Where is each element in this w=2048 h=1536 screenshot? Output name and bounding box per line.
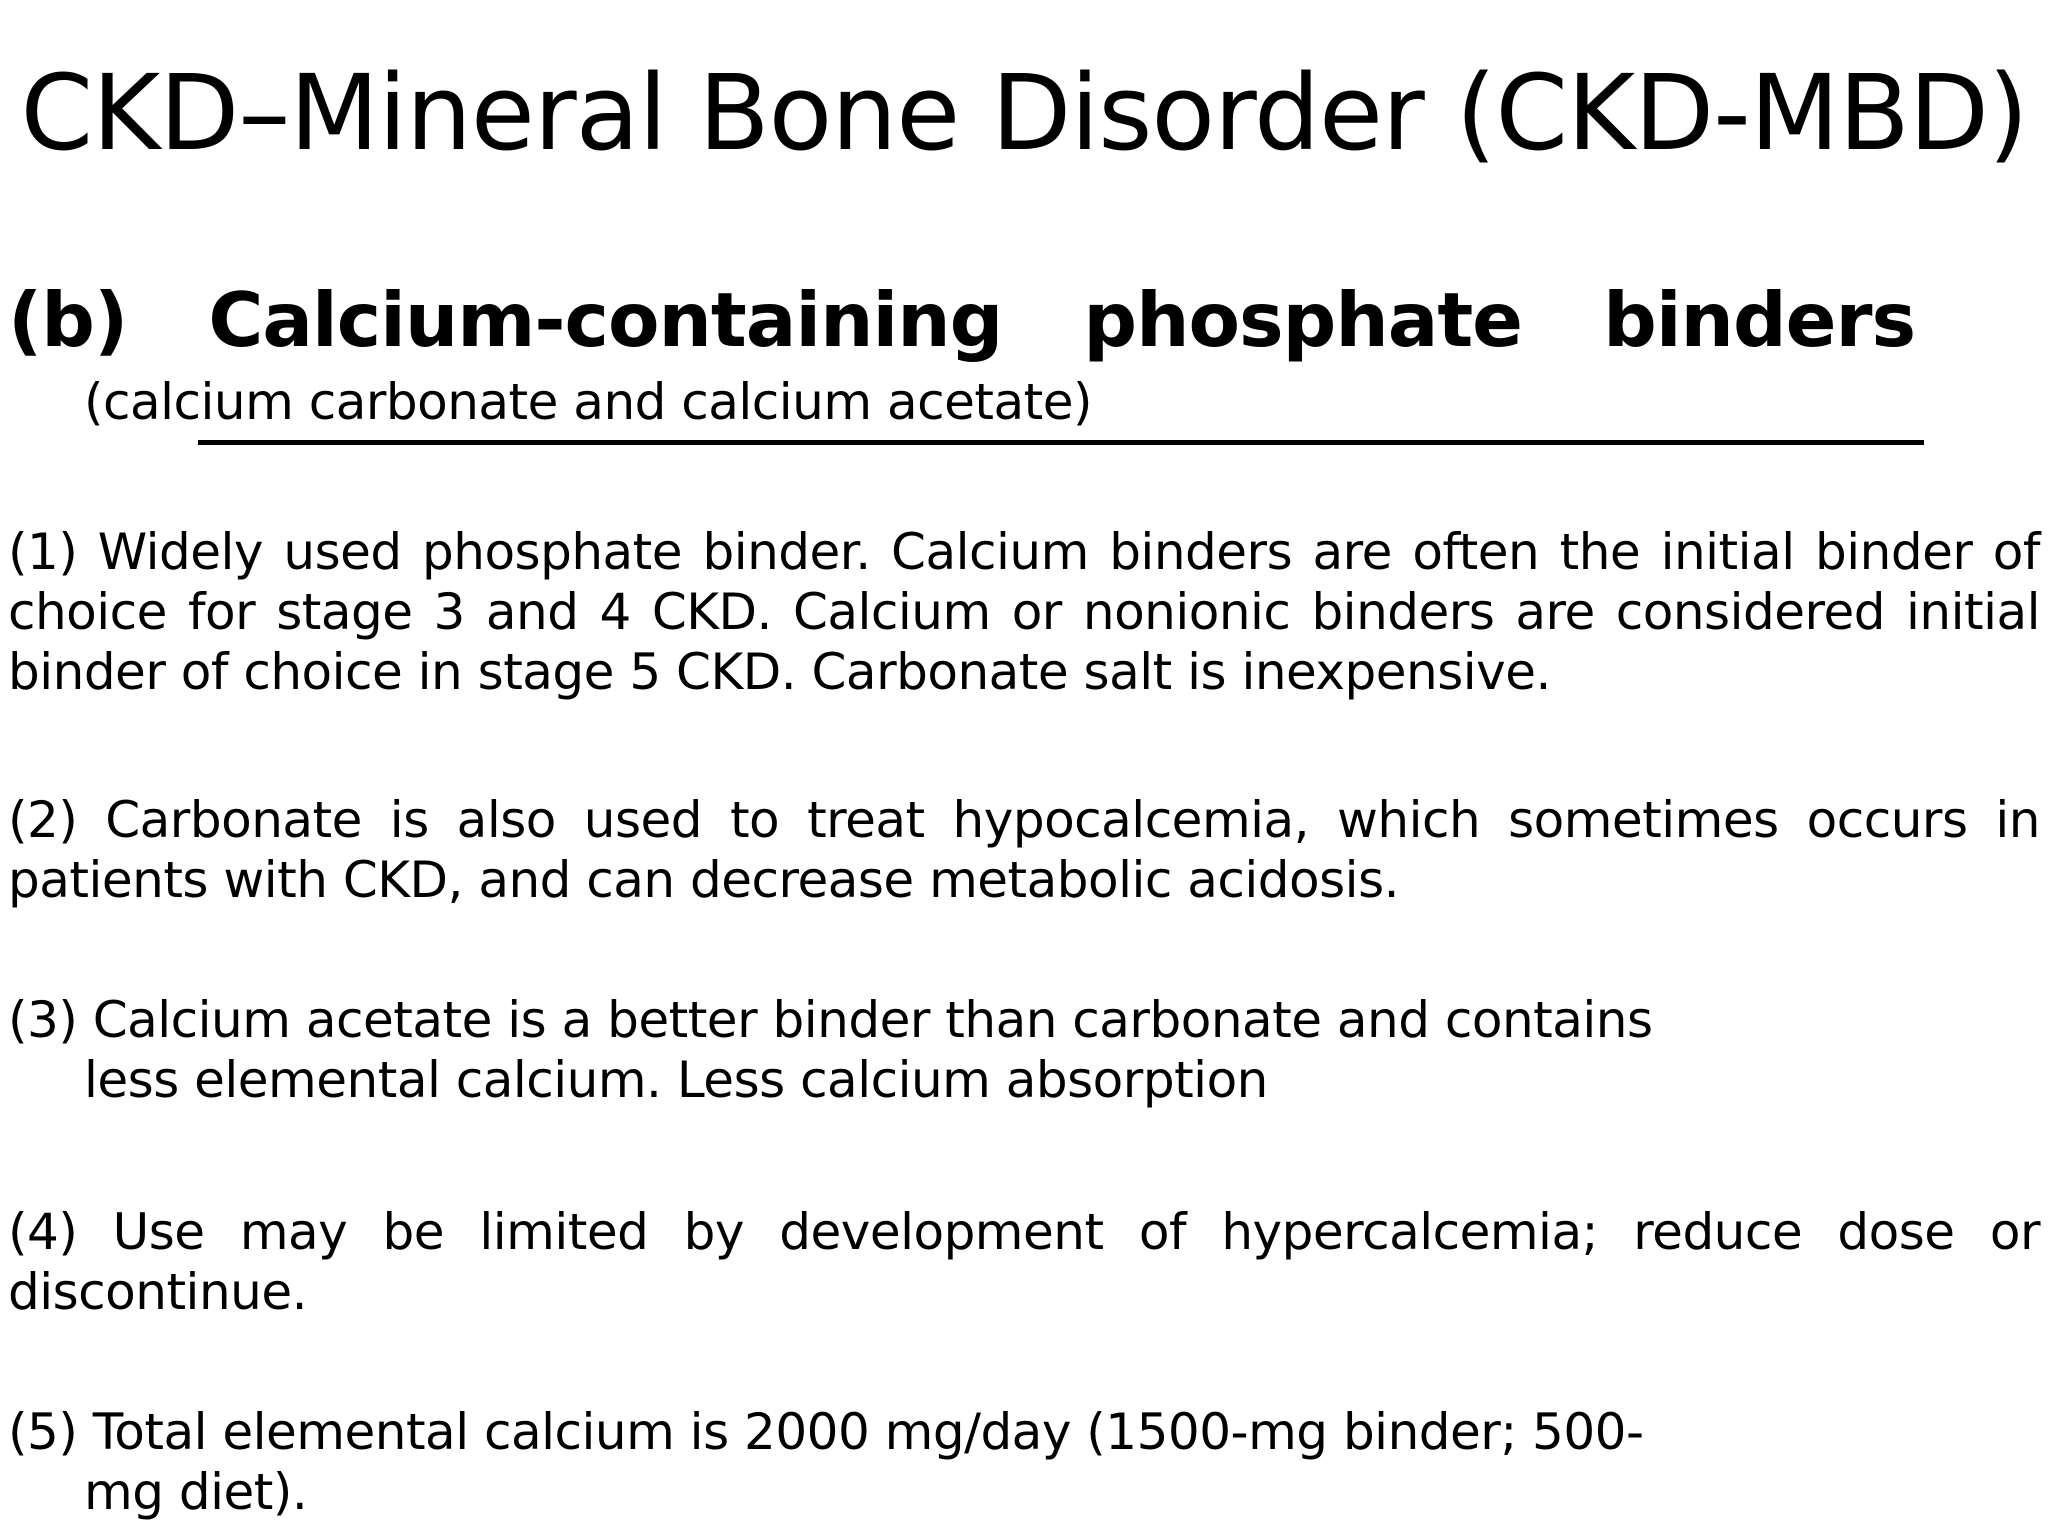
heading-underline-divider [198, 440, 1924, 445]
point-3-line-2: less elemental calcium. Less calcium absorption [84, 1051, 1268, 1109]
point-3 [8, 990, 2040, 1110]
point-5-line-1: (5) Total elemental calcium is 2000 mg/day (1500-mg binder; 500- [8, 1403, 1644, 1461]
point-3-line-1: (3) Calcium acetate is a better binder than carbonate and contains [8, 991, 1653, 1049]
point-5-line-2: mg diet). [84, 1463, 308, 1521]
slide-title: CKD–Mineral Bone Disorder (CKD-MBD) [20, 52, 2028, 174]
section-subtitle: (calcium carbonate and calcium acetate) [84, 373, 1092, 431]
section-heading: (b) Calcium-containing phosphate binders [8, 276, 1916, 364]
point-5 [8, 1402, 2040, 1522]
point-4: (4) Use may be limited by development of hypercalcemia; reduce dose or discontinue. [8, 1203, 2040, 1321]
point-2: (2) Carbonate is also used to treat hypocalcemia, which sometimes occurs in patients with CKD, and can decrease metabolic acidosis. [8, 791, 2040, 909]
point-1: (1) Widely used phosphate binder. Calcium binders are often the initial binder of choice for stage 3 and 4 CKD. Calcium or nonionic binders are considered initial binder of choice in stage 5 CKD. Carbonate salt is inexpensive. [8, 523, 2040, 701]
